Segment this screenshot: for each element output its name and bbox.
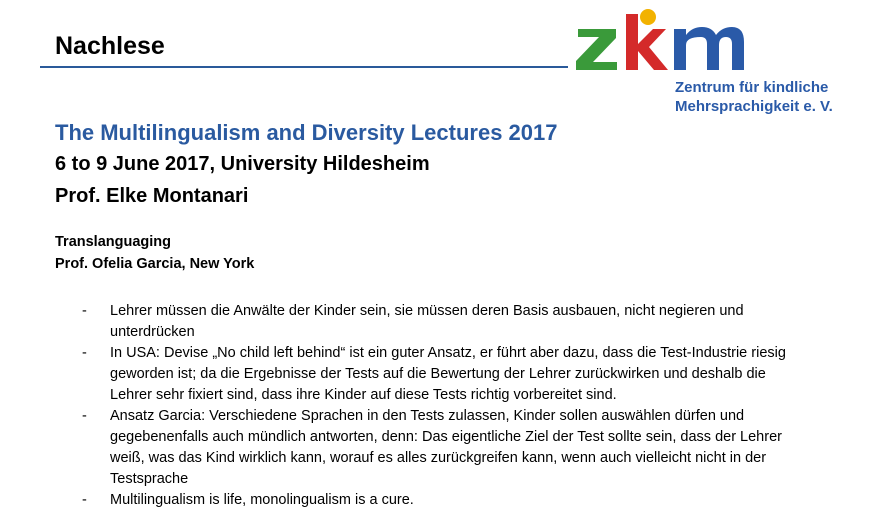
zkm-logo (576, 4, 866, 114)
list-item-text: Ansatz Garcia: Verschiedene Sprachen in den Tests zulassen, Kinder sollen auswählen dürfen und gegebenenfalls auch mündlich antworten, denn: Das eigentliche Ziel der Test sollte sein, dass der Lehrer weiß, was das Kind wirklich kann, worauf es alles zurückgreifen kann, wenn auch vielleicht nicht in der Testsprache (110, 408, 782, 487)
logo-z-glyph (576, 29, 617, 70)
event-organizer: Prof. Elke Montanari (55, 185, 249, 207)
bullet-marker: - (82, 303, 87, 319)
list-item (0, 301, 870, 343)
talk-speaker: Prof. Ofelia Garcia, New York (55, 256, 255, 272)
logo-name-line-1: Zentrum für kindliche (675, 79, 829, 96)
logo-name-line-2: Mehrsprachigkeit e. V. (675, 98, 833, 115)
bullet-marker: - (82, 345, 87, 361)
lecture-series-title: The Multilingualism and Diversity Lectures 2017 (55, 120, 558, 145)
bullet-marker: - (82, 492, 87, 508)
list-item-text: Multilingualism is life, monolingualism is a cure. (110, 492, 414, 508)
notes-list (0, 301, 870, 511)
list-item-text: In USA: Devise „No child left behind“ ist ein guter Ansatz, er führt aber dazu, dass die Test-Industrie riesig geworden ist; da die Ergebnisse der Tests auf die Bewertung der Lehrer zurückwirken und deshalb die Lehrer sehr fixiert sind, dass ihre Kinder auf diese Tests richtig vorbereitet sind. (110, 345, 786, 403)
talk-topic: Translanguaging (55, 234, 172, 250)
logo-dot (640, 9, 656, 25)
event-date-place: 6 to 9 June 2017, University Hildesheim (55, 153, 430, 175)
list-item (0, 406, 870, 490)
page-title: Nachlese (55, 32, 165, 60)
list-item-text: Lehrer müssen die Anwälte der Kinder sein, sie müssen deren Basis ausbauen, nicht negieren und unterdrücken (110, 303, 744, 340)
header-divider (40, 66, 568, 68)
bullet-marker: - (82, 408, 87, 424)
list-item (0, 343, 870, 406)
list-item (0, 490, 870, 511)
logo-m-glyph (674, 27, 744, 70)
